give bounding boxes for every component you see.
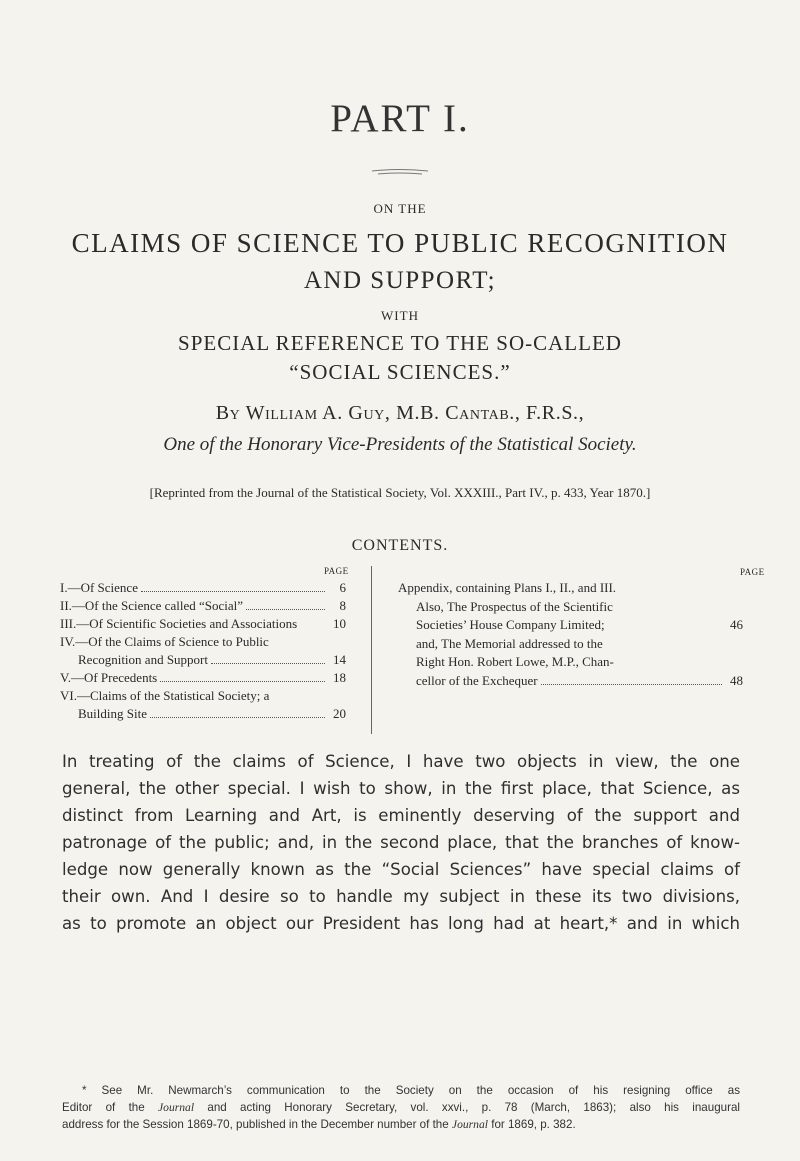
body-line: general, the other special. I wish to show, in the first place, that Science, as — [62, 779, 740, 798]
toc-leader — [141, 581, 325, 592]
toc-left-column — [60, 580, 346, 724]
toc-entry — [398, 580, 743, 599]
toc-entry — [398, 636, 743, 655]
toc-leader — [160, 671, 325, 682]
body-line: their own. And I desire so to handle my subject in these its two divisions, — [62, 887, 740, 906]
toc-entry-label: V.—Of Precedents — [60, 670, 158, 685]
toc-entry-page: 8 — [339, 598, 346, 613]
toc-entry — [60, 652, 346, 670]
toc-entry-page: 20 — [333, 706, 346, 721]
footnote-text: address for the Session 1869-70, published in the December number of the — [62, 1118, 452, 1131]
footnote — [62, 1082, 740, 1133]
toc-entry — [60, 598, 346, 616]
toc-entry — [398, 599, 743, 618]
toc-entry — [398, 617, 743, 636]
footnote-line-3 — [62, 1116, 740, 1133]
toc-leader — [300, 618, 325, 628]
on-the-text: ON THE — [373, 201, 427, 216]
toc-entry-page: 48 — [730, 672, 743, 688]
body-line: as to promote an object our President has long had at heart,* and in which — [62, 914, 740, 933]
toc-entry-label: I.—Of Science — [60, 580, 138, 595]
toc-divider — [371, 566, 372, 734]
toc-entry-label: Right Hon. Robert Lowe, M.P., Chan- — [416, 654, 614, 669]
toc-entry — [60, 670, 346, 688]
body-line: patronage of the public; and, in the second place, that the branches of know- — [62, 833, 740, 852]
toc-entry-label: and, The Memorial addressed to the — [416, 635, 603, 651]
body-line: ledge now generally known as the “Social Sciences” have special claims of — [62, 860, 740, 879]
subtitle-line-1: SPECIAL REFERENCE TO THE SO-CALLED — [178, 331, 622, 355]
toc-entry — [398, 673, 743, 691]
toc-entry-label: Also, The Prospectus of the Scientific — [416, 598, 613, 614]
toc-entry-page: 6 — [339, 580, 346, 595]
toc-entry-label: III.—Of Scientific Societies and Associations — [60, 616, 298, 631]
journal-title: Journal — [451, 1118, 488, 1131]
toc-entry-label: Appendix, containing Plans I., II., and III. — [398, 580, 617, 595]
main-title-line-1: CLAIMS OF SCIENCE TO PUBLIC RECOGNITION — [71, 228, 729, 258]
toc-entry — [60, 580, 346, 598]
journal-title: Journal — [158, 1101, 195, 1114]
body-paragraph — [62, 748, 740, 937]
toc-entry-page: 10 — [333, 616, 346, 631]
toc-entry-page: 14 — [333, 652, 346, 667]
toc-entry-label: Building Site — [78, 706, 147, 721]
toc-entry — [60, 634, 346, 652]
author-role: One of the Honorary Vice-Presidents of the Statistical Society. — [163, 434, 637, 455]
footnote-text: Editor of the — [62, 1101, 158, 1114]
toc-entry-label: Recognition and Support — [78, 652, 208, 667]
toc-entry-label: Societies’ House Company Limited; — [416, 617, 605, 632]
toc-entry — [60, 706, 346, 724]
toc-leader — [541, 674, 722, 685]
toc-entry — [60, 616, 346, 634]
body-line: distinct from Learning and Art, is eminently deserving of the support and — [62, 806, 740, 825]
footnote-text: and acting Honorary Secretary, vol. xxvi., p. 78 (March, 1863); also his inaugural — [194, 1101, 740, 1114]
subtitle-line-2: “SOCIAL SCIENCES.” — [289, 360, 511, 384]
reprint-note: [Reprinted from the Journal of the Statistical Society, Vol. XXXIII., Part IV., p. 433, Year 1870.] — [149, 485, 651, 500]
main-title-line-2: AND SUPPORT; — [303, 267, 497, 294]
contents-heading: CONTENTS. — [351, 537, 449, 554]
part-title: PART I. — [330, 97, 470, 140]
footnote-line-1: * See Mr. Newmarch’s communication to the Society on the occasion of his resigning office as — [82, 1084, 740, 1097]
toc-entry-label: II.—Of the Science called “Social” — [60, 598, 243, 613]
body-line: In treating of the claims of Science, I have two objects in view, the one — [62, 752, 740, 771]
toc-entry-page: 46 — [730, 617, 743, 632]
footnote-text: for 1869, p. 382. — [488, 1118, 576, 1131]
toc-leader — [211, 653, 325, 664]
ornament-rule — [370, 168, 430, 176]
toc-entry-label: VI.—Claims of the Statistical Society; a — [60, 688, 270, 703]
toc-entry — [398, 654, 743, 673]
toc-entry-label: IV.—Of the Claims of Science to Public — [60, 634, 269, 649]
toc-leader — [150, 707, 325, 718]
toc-leader — [246, 599, 325, 610]
toc-page-label-left: PAGE — [324, 566, 349, 576]
footnote-line-2 — [62, 1099, 740, 1116]
toc-entry-label: cellor of the Exchequer — [416, 672, 538, 688]
toc-right-column — [398, 580, 743, 691]
toc-page-label-right: PAGE — [740, 567, 765, 577]
toc-entry-page: 18 — [333, 670, 346, 685]
author-line: By William A. Guy, M.B. Cantab., F.R.S., — [215, 402, 585, 424]
with-text: WITH — [381, 308, 419, 323]
toc-entry — [60, 688, 346, 706]
